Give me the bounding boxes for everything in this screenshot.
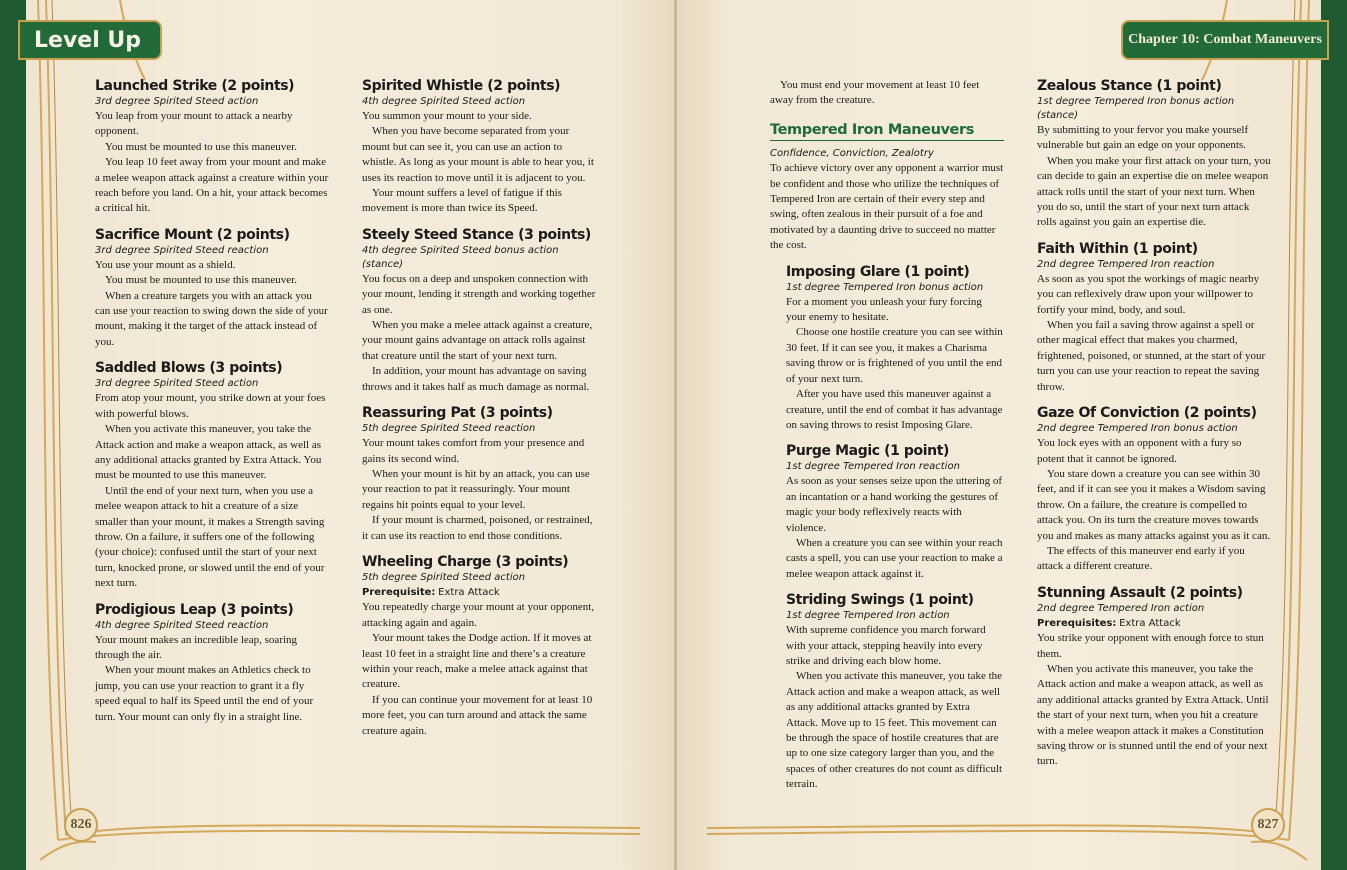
maneuver-paragraph: You use your mount as a shield. (95, 258, 236, 271)
maneuver-paragraph: When you fail a saving throw against a spell or other magical effect that makes you charmed, frightened, poisoned, or stunned, at the start of your turn you can use your reaction to repeat the saving throw. (1037, 319, 1266, 393)
maneuver-paragraph: Your mount makes an incredible leap, soaring through the air. (95, 633, 298, 661)
maneuver-subtitle: 5th degree Spirited Steed reaction (362, 423, 536, 435)
maneuver-entry (95, 227, 329, 350)
maneuver-paragraph: Until the end of your next turn, when you use a melee weapon attack to hit a creature of a size smaller than your mount, it makes a Strength saving throw. On a failure, it suffers one of the following (your choice): confused until the start of your next turn, knocked prone, or slowed until the end of your next turn. (95, 484, 325, 590)
section-tab-level-up: Level Up (18, 20, 162, 60)
maneuver-title: Purge Magic (1 point) (786, 443, 950, 460)
maneuver-paragraph: When your mount makes an Athletics check to jump, you can use your reaction to grant it a fly speed equal to half its Speed until the end of your turn. Your mount can only fly in a straight line. (95, 664, 314, 723)
maneuver-paragraph: The effects of this maneuver end early if you attack a different creature. (1037, 544, 1245, 573)
maneuver-paragraph: From atop your mount, you strike down at your foes with powerful blows. (95, 392, 326, 420)
maneuver-subtitle: 1st degree Tempered Iron action (786, 610, 950, 622)
maneuver-title: Wheeling Charge (3 points) (362, 553, 569, 570)
maneuver-entry (362, 405, 596, 544)
section-subtitle: Confidence, Conviction, Zealotry (770, 148, 934, 160)
maneuver-paragraph: When you make your first attack on your turn, you can decide to gain an expertise die on melee weapon attack rolls until the start of your next turn. When you do so, until the start of your next turn attack rolls against you gain an expertise die. (1037, 154, 1271, 229)
maneuver-paragraph: You leap from your mount to attack a nearby opponent. (95, 110, 293, 138)
maneuver-prerequisite (362, 585, 596, 600)
maneuver-subtitle: 4th degree Spirited Steed reaction (95, 619, 269, 631)
maneuver-paragraph: When a creature you can see within your reach casts a spell, you can use your reaction to make a melee weapon attack against it. (786, 536, 1003, 580)
maneuver-paragraph: If you can continue your movement for at least 10 more feet, you can turn around and attack the same creature again. (362, 693, 593, 737)
maneuver-entry (786, 592, 1004, 792)
maneuver-entry (786, 264, 1004, 434)
maneuver-paragraph: As soon as you spot the workings of magic nearby you can reflexively draw upon your willpower to fortify your mind, body, and soul. (1037, 272, 1260, 316)
maneuver-paragraph: You repeatedly charge your mount at your opponent, attacking again and again. (362, 601, 595, 629)
maneuver-title: Steely Steed Stance (3 points) (362, 226, 591, 243)
maneuver-entry (95, 602, 329, 725)
maneuver-title: Prodigious Leap (3 points) (95, 601, 294, 618)
maneuver-paragraph: When you activate this maneuver, you take the Attack action and make a weapon attack, as well as any additional attacks granted by Extra Attack. You must be mounted to use this maneuver. (95, 423, 322, 482)
left-border (0, 0, 26, 870)
maneuver-paragraph: When your mount is hit by an attack, you can use your reaction to pat it reassuringly. Your mount regains hit points equal to your level. (362, 467, 590, 511)
maneuver-paragraph: After you have used this maneuver against a creature, until the end of combat it has advantage on saving throws to resist Imposing Glare. (786, 388, 1003, 431)
maneuver-paragraph: You must be mounted to use this maneuver. (105, 140, 297, 153)
maneuver-title: Sacrifice Mount (2 points) (95, 226, 290, 243)
prerequisite-value: Extra Attack (438, 586, 500, 598)
maneuver-subtitle: 4th degree Spirited Steed bonus action (stance) (362, 244, 559, 270)
maneuver-paragraph: You focus on a deep and unspoken connection with your mount, lending it strength and working together as one. (362, 272, 596, 316)
maneuver-paragraph: By submitting to your fervor you make yourself vulnerable but gain an edge on your opponents. (1037, 124, 1249, 152)
maneuver-title: Saddled Blows (3 points) (95, 360, 283, 377)
maneuver-subtitle: 3rd degree Spirited Steed reaction (95, 244, 269, 256)
maneuver-paragraph: You leap 10 feet away from your mount and make a melee weapon attack against a creature within your reach before you land. On a hit, your attack becomes a critical hit. (95, 156, 329, 215)
maneuver-entry (362, 78, 596, 217)
maneuver-paragraph: In addition, your mount has advantage on saving throws and it takes half as much damage as normal. (362, 365, 590, 393)
column-1 (95, 78, 329, 725)
maneuver-title: Stunning Assault (2 points) (1037, 584, 1243, 601)
maneuver-title: Striding Swings (1 point) (786, 592, 974, 609)
maneuver-entry (1037, 241, 1271, 395)
prerequisite-label: Prerequisite: (362, 586, 436, 598)
page-number-right: 827 (1251, 808, 1285, 842)
maneuver-subtitle: 1st degree Tempered Iron bonus action (786, 281, 984, 293)
maneuver-subtitle: 4th degree Spirited Steed action (362, 96, 526, 107)
maneuver-prerequisite (1037, 616, 1271, 631)
maneuver-subtitle: 1st degree Tempered Iron reaction (786, 461, 960, 473)
maneuver-paragraph: You lock eyes with an opponent with a fury so potent that it cannot be ignored. (1037, 437, 1242, 465)
maneuver-paragraph: For a moment you unleash your fury forcing your enemy to hesitate. (786, 295, 982, 324)
maneuver-paragraph: When a creature targets you with an attack you can use your reaction to swing down the side of your mount, making it the target of the attack instead of you. (95, 289, 328, 348)
maneuver-entry (1037, 585, 1271, 770)
maneuver-entry (362, 554, 596, 739)
maneuver-entry (95, 360, 329, 591)
column-4 (1037, 78, 1271, 770)
page-number-left: 826 (64, 808, 98, 842)
maneuver-paragraph: Your mount takes the Dodge action. If it moves at least 10 feet in a straight line and there’s a creature within your reach, make a melee attack against that creature. (362, 632, 592, 691)
maneuver-entry (1037, 405, 1271, 575)
maneuver-title: Zealous Stance (1 point) (1037, 78, 1222, 94)
maneuver-paragraph: When you activate this maneuver, you take the Attack action and make a weapon attack, as well as any additional attacks granted by Extra Attack. Move up to 15 feet. This movement can be through the space of hostile creatures that are up to one size category larger than you, and the spaces of other creatures do not count as difficult terrain. (786, 670, 1003, 791)
maneuver-paragraph: When you make a melee attack against a creature, your mount gains advantage on attack rolls against that creature until the start of your next turn. (362, 319, 593, 362)
maneuver-paragraph: When you activate this maneuver, you take the Attack action and make a weapon attack, as well as any additional attacks granted by Extra Attack. Until the start of your next turn, when you hit a creature with a melee weapon attack it makes a Constitution saving throw or is stunned until the end of your next turn. (1037, 662, 1269, 768)
maneuver-paragraph: When you have become separated from your mount but can see it, you can use an action to whistle. As long as your mount is able to hear you, it uses its reaction to move until it is adjacent to you. (362, 125, 594, 184)
maneuver-paragraph: You stare down a creature you can see within 30 feet, and if it can see you it makes a Wisdom saving throw. On a failure, the creature is compelled to attack you. On its turn the creature moves towards you and makes as many attacks against you as it can. (1037, 467, 1271, 542)
maneuver-paragraph: You strike your opponent with enough force to stun them. (1037, 632, 1264, 660)
maneuver-paragraph: With supreme confidence you march forward with your attack, stepping heavily into every strike and driving each blow home. (786, 624, 986, 667)
maneuver-entry (95, 78, 329, 217)
maneuver-title: Imposing Glare (1 point) (786, 263, 970, 280)
maneuver-entry (362, 227, 596, 395)
maneuver-paragraph: You must be mounted to use this maneuver. (105, 274, 297, 287)
maneuver-paragraph: Your mount takes comfort from your presence and gains its second wind. (362, 437, 585, 465)
continued-text: You must end your movement at least 10 feet away from the creature. (770, 79, 980, 107)
maneuver-title: Gaze Of Conviction (2 points) (1037, 405, 1257, 422)
chapter-tab: Chapter 10: Combat Maneuvers (1121, 20, 1329, 60)
maneuver-subtitle: 2nd degree Tempered Iron bonus action (1037, 423, 1238, 435)
maneuver-subtitle: 2nd degree Tempered Iron action (1037, 602, 1205, 614)
maneuver-title: Launched Strike (2 points) (95, 78, 295, 94)
column-3-entries (770, 264, 1004, 793)
prerequisite-label: Prerequisites: (1037, 617, 1117, 629)
maneuver-subtitle: 3rd degree Spirited Steed action (95, 378, 259, 390)
maneuver-subtitle: 2nd degree Tempered Iron reaction (1037, 258, 1215, 270)
maneuver-paragraph: You summon your mount to your side. (362, 110, 532, 122)
column-3 (770, 78, 1004, 793)
right-border (1321, 0, 1347, 870)
maneuver-subtitle: 5th degree Spirited Steed action (362, 571, 526, 583)
maneuver-subtitle: 3rd degree Spirited Steed action (95, 96, 259, 107)
maneuver-title: Reassuring Pat (3 points) (362, 405, 553, 422)
maneuver-title: Faith Within (1 point) (1037, 240, 1198, 257)
section-heading-tempered-iron: Tempered Iron Maneuvers (770, 123, 1004, 141)
maneuver-paragraph: Choose one hostile creature you can see within 30 feet. If it can see you, it makes a Charisma saving throw or is frightened of you until the end of your next turn. (786, 326, 1003, 385)
right-page (677, 0, 1347, 870)
maneuver-paragraph: If your mount is charmed, poisoned, or restrained, it can use its reaction to end those conditions. (362, 514, 593, 542)
maneuver-paragraph: As soon as your senses seize upon the uttering of an incantation or a hand working the gestures of magic your body reflexively reacts with violence. (786, 475, 1002, 534)
section-intro-text: To achieve victory over any opponent a warrior must be confident and those who utilize the techniques of Tempered Iron are certain of their every step and swing, often zealous in their pursuit of a foe and motivated by a daunting drive to succeed no matter the cost. (770, 162, 1004, 252)
maneuver-title: Spirited Whistle (2 points) (362, 78, 561, 94)
prerequisite-value: Extra Attack (1119, 617, 1181, 629)
maneuver-entry (1037, 78, 1271, 231)
maneuver-paragraph: Your mount suffers a level of fatigue if this movement is more than twice its Speed. (362, 187, 562, 215)
maneuver-subtitle: 1st degree Tempered Iron bonus action (stance) (1037, 96, 1235, 121)
maneuver-entry (786, 443, 1004, 582)
column-2 (362, 78, 596, 739)
